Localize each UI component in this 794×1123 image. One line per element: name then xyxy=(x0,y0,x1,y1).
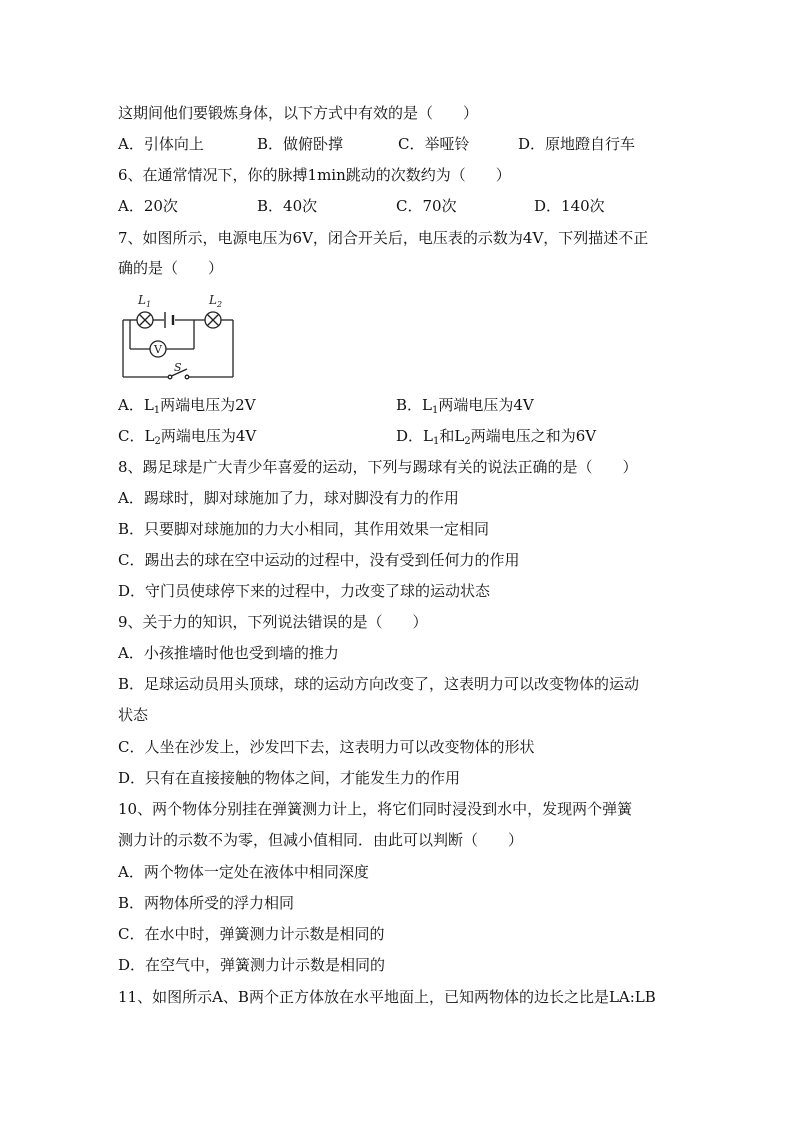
q8-option-a: A．踢球时，脚对球施加了力，球对脚没有力的作用 xyxy=(118,489,459,507)
battery-icon xyxy=(165,312,173,328)
q9-option-c: C．人坐在沙发上，沙发凹下去，这表明力可以改变物体的形状 xyxy=(118,738,535,756)
q10-option-d: D．在空气中，弹簧测力计示数是相同的 xyxy=(118,956,386,974)
q7-option-c: C．$L_2$两端电压为4V xyxy=(118,427,257,447)
q7-option-b: B．$L_1$两端电压为4V xyxy=(396,396,534,416)
l1-label: $L_1$ xyxy=(138,293,152,309)
switch-label: S xyxy=(174,361,182,374)
q6-stem: 6、在通常情况下，你的脉搏1min跳动的次数约为（ ） xyxy=(118,166,511,184)
circuit-diagram xyxy=(118,292,238,382)
q6-option-d: D．140次 xyxy=(534,197,605,215)
q10-stem-line2: 测力计的示数不为零，但减小值相同．由此可以判断（ ） xyxy=(118,831,524,849)
q8-option-c: C．踢出去的球在空中运动的过程中，没有受到任何力的作用 xyxy=(118,551,520,569)
q10-option-a: A．两个物体一定处在液体中相同深度 xyxy=(118,863,369,881)
q6-option-b: B．40次 xyxy=(257,197,318,215)
q10-option-c: C．在水中时，弹簧测力计示数是相同的 xyxy=(118,925,385,943)
q9-stem: 9、关于力的知识，下列说法错误的是（ ） xyxy=(118,613,428,631)
q7-option-d: D．$L_1$和$L_2$两端电压之和为6V xyxy=(396,427,597,447)
q10-option-b: B．两物体所受的浮力相同 xyxy=(118,894,295,912)
q11-stem: 11、如图所示A、B两个正方体放在水平地面上，已知两物体的边长之比是LA:LB xyxy=(118,988,656,1006)
q5-stem: 这期间他们要锻炼身体，以下方式中有效的是（ ） xyxy=(118,104,479,122)
q6-option-c: C．70次 xyxy=(396,197,457,215)
q8-option-b: B．只要脚对球施加的力大小相同，其作用效果一定相同 xyxy=(118,520,490,538)
q8-stem: 8、踢足球是广大青少年喜爱的运动，下列与踢球有关的说法正确的是（ ） xyxy=(118,458,638,476)
voltmeter-icon xyxy=(150,341,166,357)
q7-stem-line1: 7、如图所示，电源电压为6V，闭合开关后，电压表的示数为4V，下列描述不正 xyxy=(118,229,649,247)
lamp-l1-icon xyxy=(137,312,153,328)
l2-label: $L_2$ xyxy=(209,293,223,309)
q8-option-d: D．守门员使球停下来的过程中，力改变了球的运动状态 xyxy=(118,582,491,600)
q5-option-b: B．做俯卧撑 xyxy=(257,135,344,153)
q9-option-b: B．足球运动员用头顶球，球的运动方向改变了，这表明力可以改变物体的运动 xyxy=(118,675,640,693)
q9-option-d: D．只有在直接接触的物体之间，才能发生力的作用 xyxy=(118,769,461,787)
q7-stem-line2: 确的是（ ） xyxy=(118,259,224,277)
voltmeter-label: V xyxy=(154,343,162,356)
q10-stem-line1: 10、两个物体分别挂在弹簧测力计上，将它们同时浸没到水中，发现两个弹簧 xyxy=(118,800,633,818)
q5-option-d: D．原地蹬自行车 xyxy=(518,135,636,153)
q6-option-a: A．20次 xyxy=(118,197,178,215)
q5-option-c: C．举哑铃 xyxy=(398,135,470,153)
q9-option-a: A．小孩推墙时他也受到墙的推力 xyxy=(118,644,339,662)
q5-option-a: A．引体向上 xyxy=(118,135,204,153)
lamp-l2-icon xyxy=(205,312,221,328)
q7-option-a: A．$L_1$两端电压为2V xyxy=(118,396,256,416)
q9-option-b-continued: 状态 xyxy=(118,706,149,724)
